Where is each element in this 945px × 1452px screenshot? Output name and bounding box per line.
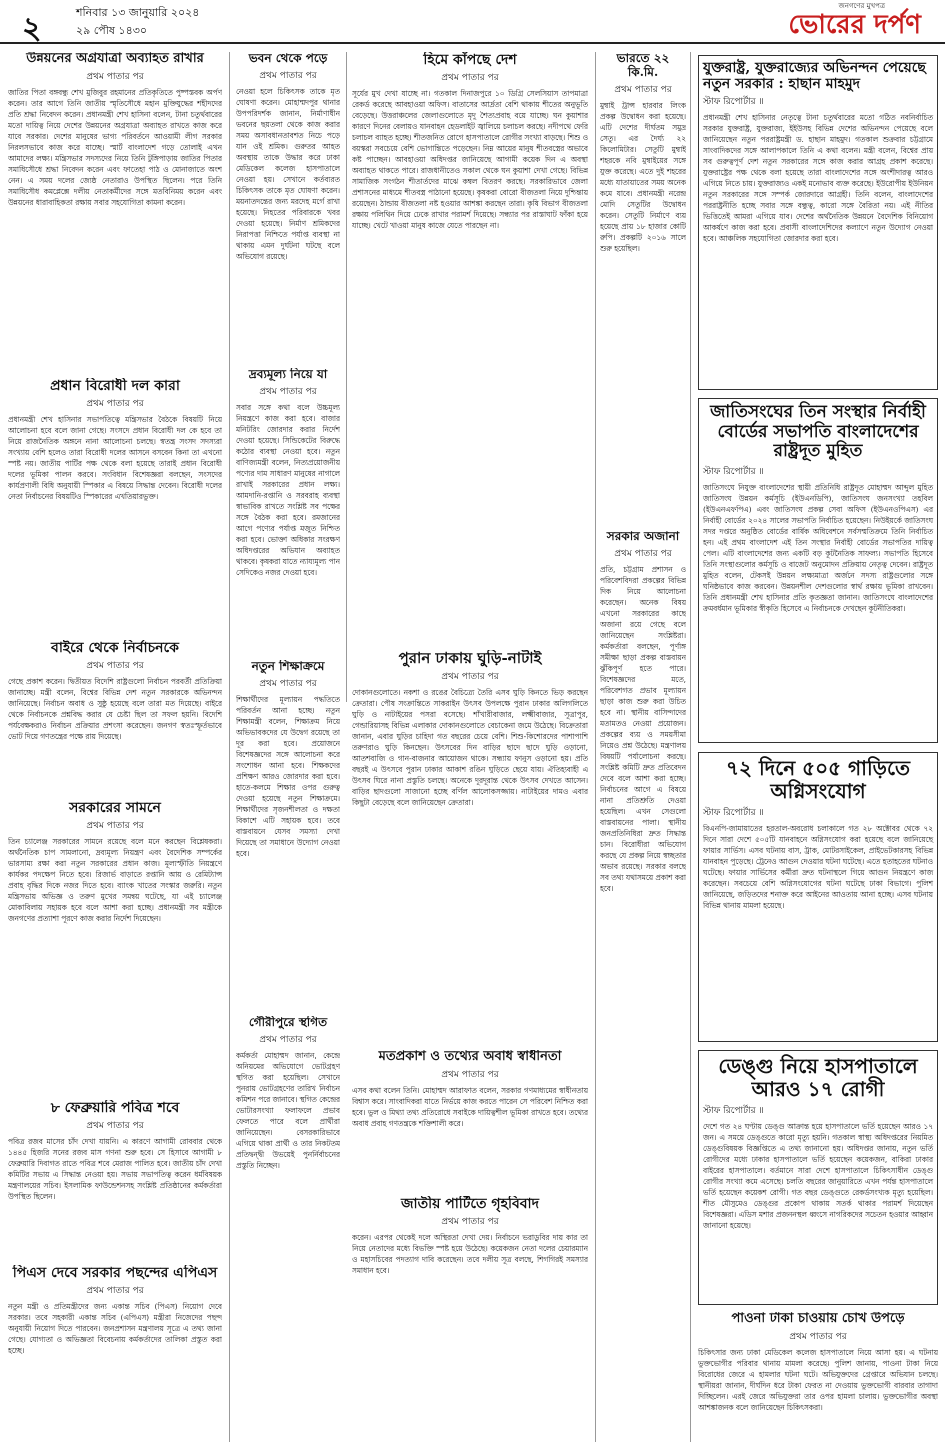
- byline: প্রথম পাতার পর: [441, 1217, 499, 1228]
- story-body: নেওয়া হলে চিকিৎসক তাকে মৃত ঘোষণা করেন। মোহাম্মদপুর থানার উপপরিদর্শক জানান, নির্মাণাধীন ভবনের ছয়তলা থেকে কাজ করার সময় অসাবধানতাবশত নিচে পড়ে যান ওই শ্রমিক। গুরুতর আহত অবস্থায় তাকে উদ্ধার করে ঢাকা মেডিকেল কলেজ হাসপাতালে নেওয়া হয়। সেখানে কর্তব্যরত চিকিৎসক তাকে মৃত ঘোষণা করেন। ময়নাতদন্তের জন্য মরদেহ মর্গে রাখা হয়েছে। নিহতের পরিবারকে খবর দেওয়া হয়েছে। নির্মাণ শ্রমিকদের নিরাপত্তা নিশ্চিতে পর্যাপ্ত ব্যবস্থা না থাকায় এমন দুর্ঘটনা ঘটছে বলে অভিযোগ রয়েছে।: [236, 86, 340, 261]
- story-body: নতুন মন্ত্রী ও প্রতিমন্ত্রীদের জন্য একান্ত সচিব (পিএস) নিয়োগ দেবে সরকার। তবে সহকারী একান্ত সচিব (এপিএস) মন্ত্রীরা নিজেদের পছন্দ অনুযায়ী নিয়োগ দিতে পারবেন। জনপ্রশাসন মন্ত্রণালয় সূত্রে এ তথ্য জানা গেছে। যোগ্যতা ও অভিজ্ঞতা বিবেচনায় কর্মকর্তাদের তালিকা প্রস্তুত করা হচ্ছে।: [8, 1302, 222, 1356]
- byline: প্রথম পাতার পর: [789, 1331, 847, 1342]
- byline: স্টাফ রিপোর্টার ॥: [703, 1106, 764, 1116]
- headline: পুরান ঢাকায় ঘুড়ি-নাটাই: [398, 650, 542, 667]
- story-body: সবার সঙ্গে কথা বলে উচ্চমূল্য নিয়ন্ত্রণে কাজ করা হবে। বাজার মনিটরিং জোরদার করার নির্দেশ দেওয়া হয়েছে। সিন্ডিকেটের বিরুদ্ধে কঠোর ব্যবস্থা নেওয়া হবে। নতুন বাণিজ্যমন্ত্রী বলেন, নিত্যপ্রয়োজনীয় পণ্যের দাম সাধারণ মানুষের নাগালে রাখাই সরকারের প্রধান লক্ষ্য। আমদানি-রপ্তানি ও সরবরাহ ব্যবস্থা স্বাভাবিক রাখতে সংশ্লিষ্ট সব পক্ষের সঙ্গে বৈঠক করা হবে। রমজানের আগে পণ্যের পর্যাপ্ত মজুত নিশ্চিত করা হবে। ভোক্তা অধিকার সংরক্ষণ অধিদপ্তরের অভিযান অব্যাহত থাকবে। কৃষকরা যাতে ন্যায্যমূল্য পান সেদিকেও নজর দেওয়া হবে।: [236, 402, 340, 577]
- story-development: [8, 52, 222, 372]
- headline: দ্রব্যমূল্য নিয়ে যা: [248, 368, 328, 381]
- byline: প্রথম পাতার পর: [86, 821, 144, 832]
- byline: স্টাফ রিপোর্টার ॥: [703, 808, 764, 818]
- story-body: বিএনপি-জামায়াতের হরতাল-অবরোধ চলাকালে গত ২৮ অক্টোবর থেকে ৭২ দিনে সারা দেশে ৫০৫টি যানবাহনে অগ্নিসংযোগ করা হয়েছে বলে জানিয়েছে ফায়ার সার্ভিস। এসব ঘটনায় বাস, ট্রাক, মোটরসাইকেল, প্রাইভেটকারসহ বিভিন্ন যানবাহন পুড়েছে। ট্রেনেও আগুন দেওয়ার ঘটনা ঘটেছে। এতে হতাহতের ঘটনাও ঘটেছে। ফায়ার সার্ভিসের কর্মীরা দ্রুত ঘটনাস্থলে গিয়ে আগুন নিয়ন্ত্রণে কাজ করেছেন। সবচেয়ে বেশি অগ্নিসংযোগের ঘটনা ঘটেছে ঢাকা বিভাগে। পুলিশ জানিয়েছে, জড়িতদের শনাক্ত করে আইনের আওতায় আনা হচ্ছে। এসব ঘটনায় বিভিন্ন থানায় মামলা হয়েছে।: [703, 824, 933, 910]
- story-body: গেছে প্রকাশ করেন। দ্বিতীয়ত বিদেশি রাষ্ট্রগুলো নির্বাচন পরবর্তী প্রতিক্রিয়া জানাচ্ছে। মন্ত্রী বলেন, বিশ্বের বিভিন্ন দেশ নতুন সরকারকে অভিনন্দন জানিয়েছে। নির্বাচন অবাধ ও সুষ্ঠু হয়েছে বলে তারা মত দিয়েছে। বাইরে থেকে নির্বাচনকে প্রশ্নবিদ্ধ করার যে চেষ্টা ছিল তা সফল হয়নি। বিদেশি পর্যবেক্ষকরাও নির্বাচন প্রক্রিয়ার প্রশংসা করেছেন। জনগণ স্বতঃস্ফূর্তভাবে ভোট দিয়ে গণতন্ত্রের পক্ষে রায় দিয়েছে।: [8, 677, 222, 742]
- page-number: ২: [22, 11, 42, 46]
- story-election-outside: [8, 640, 222, 795]
- story-body: করেন। এরপর থেকেই দলে অস্থিরতা দেখা দেয়। নির্বাচনে ভরাডুবির দায় কার তা নিয়ে নেতাদের মধ্যে বিভক্তি স্পষ্ট হয়ে উঠেছে। কয়েকজন নেতা দলের চেয়ারম্যান ও মহাসচিবের পদত্যাগ দাবি করেছেন। তবে দলীয় সূত্র বলছে, শিগগিরই সমস্যার সমাধান হবে।: [352, 1233, 588, 1276]
- byline: প্রথম পাতার পর: [86, 661, 144, 672]
- story-old-dhaka-kites: [352, 650, 588, 1042]
- story-body: মুম্বাই ট্রান্স হারবার লিংক প্রকল্প উদ্বোধন করা হয়েছে। এটি দেশের দীর্ঘতম সমুদ্র সেতু। এর দৈর্ঘ্য ২২ কিলোমিটার। সেতুটি মুম্বাই শহরকে নবি মুম্বাইয়ের সঙ্গে যুক্ত করেছে। এতে দুই শহরের মধ্যে যাতায়াতের সময় অনেক কমে যাবে। প্রধানমন্ত্রী নরেন্দ্র মোদি সেতুটির উদ্বোধন করেন। সেতুটি নির্মাণে ব্যয় হয়েছে প্রায় ১৮ হাজার কোটি রুপি। প্রকল্পটি ২০১৬ সালে শুরু হয়েছিল।: [600, 100, 686, 253]
- headline: নতুন শিক্ষাক্রমে: [251, 660, 325, 673]
- headline: মতপ্রকাশ ও তথ্যের অবাধ স্বাধীনতা: [378, 1050, 562, 1064]
- story-shab-e-meraj: [8, 1100, 222, 1260]
- headline: হিমে কাঁপছে দেশ: [423, 52, 517, 68]
- byline: প্রথম পাতার পর: [259, 1034, 317, 1045]
- story-body: দেশে গত ২৪ ঘণ্টায় ডেঙ্গু আক্রান্ত হয়ে হাসপাতালে ভর্তি হয়েছেন আরও ১৭ জন। এ সময়ে ডেঙ্গুতে কারো মৃত্যু হয়নি। গতকাল স্বাস্থ্য অধিদপ্তরের নিয়মিত ডেঙ্গুবিষয়ক বিজ্ঞপ্তিতে এ তথ্য জানানো হয়। অধিদপ্তর জানায়, নতুন ভর্তি রোগীদের মধ্যে ঢাকার হাসপাতালে ভর্তি হয়েছেন কয়েকজন, বাকিরা ঢাকার বাইরের হাসপাতালে। বর্তমানে সারা দেশে হাসপাতালে চিকিৎসাধীন ডেঙ্গু রোগীর সংখ্যা কমে এসেছে। চলতি বছরের জানুয়ারিতে এখন পর্যন্ত হাসপাতালে ভর্তি হয়েছেন কয়েকশ রোগী। গত বছর ডেঙ্গুতে রেকর্ডসংখ্যক মৃত্যু হয়েছিল। শীত মৌসুমেও ডেঙ্গুর প্রকোপ থাকায় সতর্ক থাকার পরামর্শ দিয়েছেন বিশেষজ্ঞরা। এডিস মশার প্রজননস্থল ধ্বংসে নাগরিকদের সচেতন হওয়ার আহ্বান জানানো হয়েছে।: [703, 1122, 933, 1230]
- headline: বাইরে থেকে নির্বাচনকে: [51, 640, 179, 656]
- story-body: চিকিৎসার জন্য ঢাকা মেডিকেল কলেজ হাসপাতালে নিয়ে আসা হয়। এ ঘটনায় ভুক্তভোগীর পরিবার থানায় মামলা করেছে। পুলিশ জানায়, পাওনা টাকা নিয়ে বিরোধের জেরে এ হামলার ঘটনা ঘটে। অভিযুক্তদের গ্রেপ্তারে অভিযান চলছে। স্থানীয়রা জানান, দীর্ঘদিন ধরে টাকা ফেরত না দেওয়ায় ভুক্তভোগী বারবার তাগাদা দিচ্ছিলেন। এরই জেরে অভিযুক্তরা তার ওপর হামলা চালায়। ভুক্তভোগীর অবস্থা আশঙ্কাজনক বলে জানিয়েছেন চিকিৎসকরা।: [698, 1347, 938, 1412]
- headline: ডেঙ্গু নিয়ে হাসপাতালে আরও ১৭ রোগী: [718, 1054, 918, 1101]
- headline: যুক্তরাষ্ট্র, যুক্তরাজ্যের অভিনন্দন পেয়েছে নতুন সরকার : হাছান মাহমুদ: [703, 60, 926, 93]
- story-new-curriculum: [236, 660, 340, 1010]
- story-cold-wave: [352, 52, 588, 642]
- story-dengue: [698, 1050, 938, 1305]
- byline: প্রথম পাতার পর: [259, 386, 317, 397]
- story-body: এসব কথা বলেন তিনি। মোহাম্মদ আরাফাত বলেন, সরকার গণমাধ্যমের স্বাধীনতায় বিশ্বাস করে। সাংবাদিকরা যাতে নির্ভয়ে কাজ করতে পারেন সে পরিবেশ নিশ্চিত করা হবে। ভুল ও মিথ্যা তথ্য প্রতিরোধে সবাইকে দায়িত্বশীল ভূমিকা রাখতে হবে। তথ্যের অবাধ প্রবাহ গণতন্ত্রকে শক্তিশালী করে।: [352, 1085, 588, 1128]
- story-body: তিন চ্যালেঞ্জ সরকারের সামনে রয়েছে বলে মনে করছেন বিশ্লেষকরা। অর্থনৈতিক চাপ সামলানো, দ্রব্যমূল্য নিয়ন্ত্রণ এবং বৈদেশিক সম্পর্কের ভারসাম্য রক্ষা করা নতুন সরকারের প্রধান কাজ। মূল্যস্ফীতি নিয়ন্ত্রণে কার্যকর পদক্ষেপ নিতে হবে। রিজার্ভ বাড়াতে রপ্তানি আয় ও রেমিট্যান্স প্রবাহ বৃদ্ধির দিকে নজর দিতে হবে। ব্যাংক খাতের সংস্কার জরুরি। নতুন মন্ত্রিসভায় অভিজ্ঞ ও তরুণ মুখের সমন্বয় ঘটেছে, যা এই চ্যালেঞ্জ মোকাবিলায় সহায়ক হবে বলে আশা করা হচ্ছে। প্রধানমন্ত্রী সব মন্ত্রীকে জনগণের প্রত্যাশা পূরণে কাজ করার নির্দেশ দিয়েছেন।: [8, 837, 222, 924]
- headline: ৭২ দিনে ৫০৫ গাড়িতে অগ্নিসংযোগ: [725, 756, 910, 803]
- column-divider: [690, 52, 691, 1442]
- story-body: কর্মকর্তা মোহাম্মদ জানান, কেন্দ্রে অনিয়মের অভিযোগে ভোটগ্রহণ স্থগিত করা হয়েছিল। সেখানে পুনরায় ভোটগ্রহণের তারিখ নির্বাচন কমিশন পরে জানাবে। স্থগিত কেন্দ্রের ভোটারসংখ্যা ফলাফলে প্রভাব ফেলতে পারে বলে প্রার্থীরা জানিয়েছেন। বেসরকারিভাবে এগিয়ে থাকা প্রার্থী ও তার নিকটতম প্রতিদ্বন্দ্বী উভয়েই পুনর্নির্বাচনের প্রস্তুতি নিচ্ছেন।: [236, 1050, 340, 1170]
- story-un-board: [698, 398, 938, 743]
- byline: প্রথম পাতার পর: [441, 1069, 499, 1080]
- byline: প্রথম পাতার পর: [86, 399, 144, 410]
- headline: সরকার অজানা: [606, 530, 680, 543]
- story-body: প্রধানমন্ত্রী শেখ হাসিনার নেতৃত্বে টানা চতুর্থবারের মতো গঠিত নবনির্বাচিত সরকার যুক্তরাষ্ট্র, যুক্তরাজ্য, ইইউসহ বিভিন্ন দেশের অভিনন্দন পেয়েছে বলে জানিয়েছেন নতুন পররাষ্ট্রমন্ত্রী ড. হাছান মাহমুদ। গতকাল শুক্রবার চট্টগ্রামে সাংবাদিকদের সঙ্গে আলাপকালে তিনি এ কথা বলেন। মন্ত্রী বলেন, বিশ্বের প্রায় সব গুরুত্বপূর্ণ দেশ নতুন সরকারের সঙ্গে কাজ করার আগ্রহ প্রকাশ করেছে। যুক্তরাষ্ট্রের পক্ষ থেকে বলা হয়েছে তারা বাংলাদেশের সঙ্গে অংশীদারত্ব আরও এগিয়ে নিতে চায়। যুক্তরাজ্যও একই মনোভাব ব্যক্ত করেছে। ইউরোপীয় ইউনিয়ন নতুন সরকারের সঙ্গে সম্পর্ক জোরদারে আগ্রহী। তিনি বলেন, বাংলাদেশের পররাষ্ট্রনীতি হচ্ছে সবার সঙ্গে বন্ধুত্ব, কারো সঙ্গে বৈরিতা নয়। এই নীতির ভিত্তিতেই আমরা এগিয়ে যাব। দেশের অর্থনৈতিক উন্নয়নে বৈদেশিক বিনিয়োগ আকর্ষণে কাজ করা হবে। প্রবাসী বাংলাদেশিদের কল্যাণে নতুন উদ্যোগ নেওয়া হবে। আঞ্চলিক সহযোগিতা জোরদার করা হবে।: [703, 113, 933, 244]
- byline: প্রথম পাতার পর: [86, 71, 144, 82]
- headline: ভারতে ২২ কি.মি.: [616, 52, 670, 79]
- column-divider: [346, 52, 347, 702]
- byline: স্টাফ রিপোর্টার ॥: [703, 97, 764, 108]
- brand-tagline: জনগণের মুখপত্র: [838, 2, 885, 10]
- byline: প্রথম পাতার পর: [86, 1121, 144, 1132]
- column-divider: [229, 52, 230, 1442]
- story-india-bridge: [600, 52, 686, 522]
- story-govt-unknown: [600, 530, 686, 1444]
- story-body: জাতির পিতা বঙ্গবন্ধু শেখ মুজিবুর রহমানের প্রতিকৃতিতে পুষ্পস্তবক অর্পণ করেন। তার আগে তিনি জাতীয় স্মৃতিসৌধে মহান মুক্তিযুদ্ধের শহীদদের প্রতি শ্রদ্ধা নিবেদন করেন। প্রধানমন্ত্রী শেখ হাসিনা বলেন, টানা চতুর্থবারের মতো দায়িত্ব নিয়ে দেশের উন্নয়নের অগ্রযাত্রা অব্যাহত রাখতে কাজ করে যাবে সরকার। দেশের মানুষের ভাগ্য পরিবর্তনে আওয়ামী লীগ সরকার নিরলসভাবে কাজ করে যাচ্ছে। স্মার্ট বাংলাদেশ গড়ে তোলাই এখন আমাদের লক্ষ্য। মন্ত্রিসভার সদস্যদের নিয়ে তিনি টুঙ্গিপাড়ায় জাতির পিতার সমাধিসৌধে শ্রদ্ধা নিবেদন করেন এবং ফাতেহা পাঠ ও মোনাজাতে অংশ নেন। এ সময় দলের জ্যেষ্ঠ নেতারাও উপস্থিত ছিলেন। পরে তিনি সমাধিসৌধ কমপ্লেক্সে দলীয় নেতাকর্মীদের সঙ্গে মতবিনিময় করেন এবং উন্নয়নের ধারাবাহিকতা রক্ষায় সবার সহযোগিতা কামনা করেন।: [8, 87, 222, 207]
- story-govt-ahead: [8, 800, 222, 1095]
- byline: স্টাফ রিপোর্টার ॥: [703, 466, 764, 477]
- headline: উন্নয়নের অগ্রযাত্রা অব্যাহত রাখার: [26, 52, 204, 66]
- brand-logo: ভোরের দর্পণ: [788, 10, 921, 40]
- story-building-fall: [236, 52, 340, 362]
- headline: জাতীয় পার্টিতে গৃহবিবাদ: [401, 1196, 539, 1212]
- byline: প্রথম পাতার পর: [86, 1286, 144, 1297]
- story-body: পবিত্র রজব মাসের চাঁদ দেখা যায়নি। এ কারণে আগামী রোববার থেকে ১৪৪৫ হিজরি সনের রজব মাস গণনা শুরু হবে। সে হিসাবে আগামী ৮ ফেব্রুয়ারি দিবাগত রাতে পবিত্র শবে মেরাজ পালিত হবে। জাতীয় চাঁদ দেখা কমিটির সভায় এ সিদ্ধান্ত নেওয়া হয়। সভায় সভাপতিত্ব করেন ধর্মবিষয়ক মন্ত্রণালয়ের সচিব। ইসলামিক ফাউন্ডেশনসহ সংশ্লিষ্ট প্রতিষ্ঠানের কর্মকর্তারা উপস্থিত ছিলেন।: [8, 1137, 222, 1202]
- story-jatiya-party: [352, 1196, 588, 1444]
- story-opposition: [8, 378, 222, 633]
- byline: প্রথম পাতার পর: [614, 84, 672, 95]
- story-body: শিক্ষার্থীদের মূল্যায়ন পদ্ধতিতে পরিবর্তন আনা হচ্ছে। নতুন শিক্ষামন্ত্রী বলেন, শিক্ষাক্রম নিয়ে অভিভাবকদের যে উদ্বেগ রয়েছে তা দূর করা হবে। প্রয়োজনে বিশেষজ্ঞদের সঙ্গে আলোচনা করে সংশোধন আনা হবে। শিক্ষকদের প্রশিক্ষণ আরও জোরদার করা হবে। হাতে-কলমে শিক্ষার ওপর গুরুত্ব দেওয়া হয়েছে নতুন শিক্ষাক্রমে। শিক্ষার্থীদের সৃজনশীলতা ও দক্ষতা বিকাশে এটি সহায়ক হবে। তবে বাস্তবায়নে যেসব সমস্যা দেখা দিয়েছে তা সমাধানে উদ্যোগ নেওয়া হবে।: [236, 694, 340, 858]
- byline: প্রথম পাতার পর: [614, 548, 672, 559]
- headline: পিএস দেবে সরকার পছন্দের এপিএস: [12, 1265, 218, 1281]
- headline: জাতিসংঘের তিন সংস্থার নির্বাহী বোর্ডের সভাপতি বাংলাদেশের রাষ্ট্রদূত মুহিত: [710, 402, 926, 462]
- byline: প্রথম পাতার পর: [259, 70, 317, 81]
- story-free-expression: [352, 1050, 588, 1190]
- headline: প্রধান বিরোধী দল কারা: [50, 378, 180, 394]
- story-body: প্রধানমন্ত্রী শেখ হাসিনার সভাপতিত্বে মন্ত্রিসভার বৈঠকে বিষয়টি নিয়ে আলোচনা হবে বলে জানা গেছে। সংসদে প্রধান বিরোধী দল কে হবে তা নিয়ে রাজনৈতিক অঙ্গনে নানা আলোচনা চলছে। স্বতন্ত্র সংসদ সদস্যরা সংখ্যায় বেশি হলেও তারা বিরোধী দলের আসনে বসবেন কিনা তা এখনো স্পষ্ট নয়। জাতীয় পার্টির পক্ষ থেকে বলা হয়েছে তারাই প্রধান বিরোধী দলের ভূমিকা পালন করবে। সংবিধান বিশেষজ্ঞরা বলছেন, সংসদের কার্যপ্রণালী বিধি অনুযায়ী স্পিকার এ বিষয়ে সিদ্ধান্ত দেবেন। বিরোধী দলের নেতা নির্বাচনের বিষয়টিও স্পিকারের এখতিয়ারভুক্ত।: [8, 415, 222, 502]
- story-body: জাতিসংঘে নিযুক্ত বাংলাদেশের স্থায়ী প্রতিনিধি রাষ্ট্রদূত মোহাম্মদ আব্দুল মুহিত জাতিসংঘ উন্নয়ন কর্মসূচি (ইউএনডিপি), জাতিসংঘ জনসংখ্যা তহবিল (ইউএনএফপিএ) এবং জাতিসংঘ প্রকল্প সেবা অফিস (ইউএনওপিএস) এর নির্বাহী বোর্ডের ২০২৪ সালের সভাপতি নির্বাচিত হয়েছেন। নিউইয়র্কে জাতিসংঘ সদর দপ্তরে অনুষ্ঠিত বোর্ডের বার্ষিক অধিবেশনে সর্বসম্মতিক্রমে তিনি নির্বাচিত হন। এই প্রথম বাংলাদেশ এই তিন সংস্থার নির্বাহী বোর্ডের সভাপতির দায়িত্ব পেল। এটি বাংলাদেশের জন্য একটি বড় কূটনৈতিক সাফল্য। সভাপতি হিসেবে তিনি সংস্থাগুলোর কর্মসূচি ও বাজেট অনুমোদন প্রক্রিয়ায় নেতৃত্ব দেবেন। রাষ্ট্রদূত মুহিত বলেন, টেকসই উন্নয়ন লক্ষ্যমাত্রা অর্জনে সদস্য রাষ্ট্রগুলোর সঙ্গে ঘনিষ্ঠভাবে কাজ করবেন। উন্নয়নশীল দেশগুলোর স্বার্থ রক্ষায় ভূমিকা রাখবেন। তিনি প্রধানমন্ত্রী শেখ হাসিনার প্রতি কৃতজ্ঞতা জানান। জাতিসংঘে বাংলাদেশের ক্রমবর্ধমান ভূমিকার স্বীকৃতি হিসেবে এ নির্বাচনকে দেখছেন কূটনীতিকরা।: [703, 482, 933, 613]
- story-gouripur: [236, 1016, 340, 1444]
- story-body: প্রতি, চট্টগ্রাম প্রশাসন ও পরিবেশবিদরা প্রকল্পের বিভিন্ন দিক নিয়ে আলোচনা করেছেন। অনেক বিষয় এখনো সরকারের কাছে অজানা রয়ে গেছে বলে জানিয়েছেন সংশ্লিষ্টরা। কর্মকর্তারা বলছেন, পূর্ণাঙ্গ সমীক্ষা ছাড়া প্রকল্প বাস্তবায়ন ঝুঁকিপূর্ণ হতে পারে। বিশেষজ্ঞদের মতে, পরিবেশগত প্রভাব মূল্যায়ন ছাড়া কাজ শুরু করা উচিত হবে না। স্থানীয় বাসিন্দাদের মতামতও নেওয়া প্রয়োজন। প্রকল্পের ব্যয় ও সময়সীমা নিয়েও প্রশ্ন উঠেছে। মন্ত্রণালয় বিষয়টি পর্যালোচনা করছে। সংশ্লিষ্ট কমিটি দ্রুত প্রতিবেদন দেবে বলে আশা করা হচ্ছে। নির্বাচনের আগে এ বিষয়ে নানা প্রতিশ্রুতি দেওয়া হয়েছিল। এখন সেগুলো বাস্তবায়নের পালা। স্থানীয় জনপ্রতিনিধিরা দ্রুত সিদ্ধান্ত চান। বিরোধীরা অভিযোগ করছে যে প্রকল্প নিয়ে স্বচ্ছতার অভাব রয়েছে। সরকার বলছে সব তথ্য যথাসময়ে প্রকাশ করা হবে।: [600, 564, 686, 893]
- byline: প্রথম পাতার পর: [441, 73, 499, 84]
- column-divider: [595, 52, 596, 1442]
- story-us-uk-congrats: [698, 55, 938, 390]
- headline: পাওনা টাকা চাওয়ায় চোখ উপড়ে: [731, 1312, 905, 1326]
- headline: গৌরীপুরে স্থগিত: [248, 1016, 328, 1029]
- headline: ভবন থেকে পড়ে: [248, 52, 328, 65]
- story-commodity-prices: [236, 368, 340, 648]
- byline: প্রথম পাতার পর: [259, 678, 317, 689]
- story-eye-gouged: [698, 1312, 938, 1444]
- story-body: সূর্যের মুখ দেখা যাচ্ছে না। গতকাল দিনাজপুরে ১০ ডিগ্রি সেলসিয়াস তাপমাত্রা রেকর্ড করেছে আবহাওয়া অফিস। বাতাসের আর্দ্রতা বেশি থাকায় শীতের অনুভূতি বেড়েছে। উত্তরাঞ্চলের জেলাগুলোতে মৃদু শৈত্যপ্রবাহ বয়ে যাচ্ছে। ঘন কুয়াশার কারণে দিনের বেলায়ও যানবাহন হেডলাইট জ্বালিয়ে চলাচল করছে। নদীপথে ফেরি চলাচল ব্যাহত হচ্ছে। শীতজনিত রোগে হাসপাতালে রোগীর সংখ্যা বাড়ছে। শিশু ও বয়স্করা সবচেয়ে বেশি ভোগান্তিতে পড়েছেন। নিম্ন আয়ের মানুষ শীতবস্ত্রের অভাবে কষ্ট পাচ্ছেন। আবহাওয়া অধিদপ্তর জানিয়েছে আগামী কয়েক দিন এ অবস্থা অব্যাহত থাকতে পারে। রাজধানীতেও সকাল থেকে ঘন কুয়াশা দেখা গেছে। বিভিন্ন সামাজিক সংগঠন শীতার্তদের মাঝে কম্বল বিতরণ করছে। সরকারিভাবে জেলা প্রশাসনের মাধ্যমে শীতবস্ত্র পাঠানো হয়েছে। কৃষকরা বোরো বীজতলা নিয়ে দুশ্চিন্তায় রয়েছেন। ঠান্ডায় বীজতলা নষ্ট হওয়ার আশঙ্কা করছেন তারা। কৃষি বিভাগ বীজতলা রক্ষায় পলিথিন দিয়ে ঢেকে রাখার পরামর্শ দিয়েছে। সন্ধ্যার পর রাস্তাঘাট ফাঁকা হয়ে যাচ্ছে। খেটে খাওয়া মানুষ কাজে যেতে পারছেন না।: [352, 89, 588, 231]
- date-gregorian: শনিবার ১৩ জানুয়ারি ২০২৪: [76, 6, 200, 19]
- story-body: দোকানগুলোতে। নকশা ও রঙের বৈচিত্র্যে তৈরি এসব ঘুড়ি কিনতে ভিড় করছেন ক্রেতারা। পৌষ সংক্রান্তিতে সাকরাইন উৎসব উপলক্ষে পুরান ঢাকার অলিগলিতে ঘুড়ি ও নাটাইয়ের পসরা বসেছে। শাঁখারীবাজার, লক্ষ্মীবাজার, সূত্রাপুর, গেন্ডারিয়াসহ বিভিন্ন এলাকার দোকানগুলোতে বেচাকেনা জমে উঠেছে। বিক্রেতারা জানান, এবার ঘুড়ির চাহিদা গত বছরের চেয়ে বেশি। শিশু-কিশোরদের পাশাপাশি তরুণরাও ঘুড়ি কিনছেন। উৎসবের দিন বাড়ির ছাদে ছাদে ঘুড়ি ওড়ানো, আতশবাজি ও গান-বাজনার আয়োজন থাকে। সন্ধ্যায় ফানুস ওড়ানো হয়। প্রতি বছরই এ উৎসবে পুরান ঢাকার আকাশ রঙিন ঘুড়িতে ছেয়ে যায়। ঐতিহ্যবাহী এ উৎসব ঘিরে নানা প্রস্তুতি চলছে। অনেকে দূরদূরান্ত থেকে উৎসব দেখতে আসেন। বাড়ির ছাদগুলো সাজানো হচ্ছে বর্ণিল আলোকসজ্জায়। নাটাইয়ের দামও এবার কিছুটা বেড়েছে বলে জানিয়েছেন ক্রেতারা।: [352, 688, 588, 808]
- story-ps-aps: [8, 1265, 222, 1445]
- headline: ৮ ফেব্রুয়ারি পবিত্র শবে: [50, 1100, 180, 1116]
- masthead: [0, 0, 945, 44]
- story-arson: [698, 752, 938, 1042]
- date-bengali: ২৯ পৌষ ১৪৩০: [76, 24, 148, 37]
- byline: প্রথম পাতার পর: [441, 672, 499, 683]
- headline: সরকারের সামনে: [69, 800, 161, 816]
